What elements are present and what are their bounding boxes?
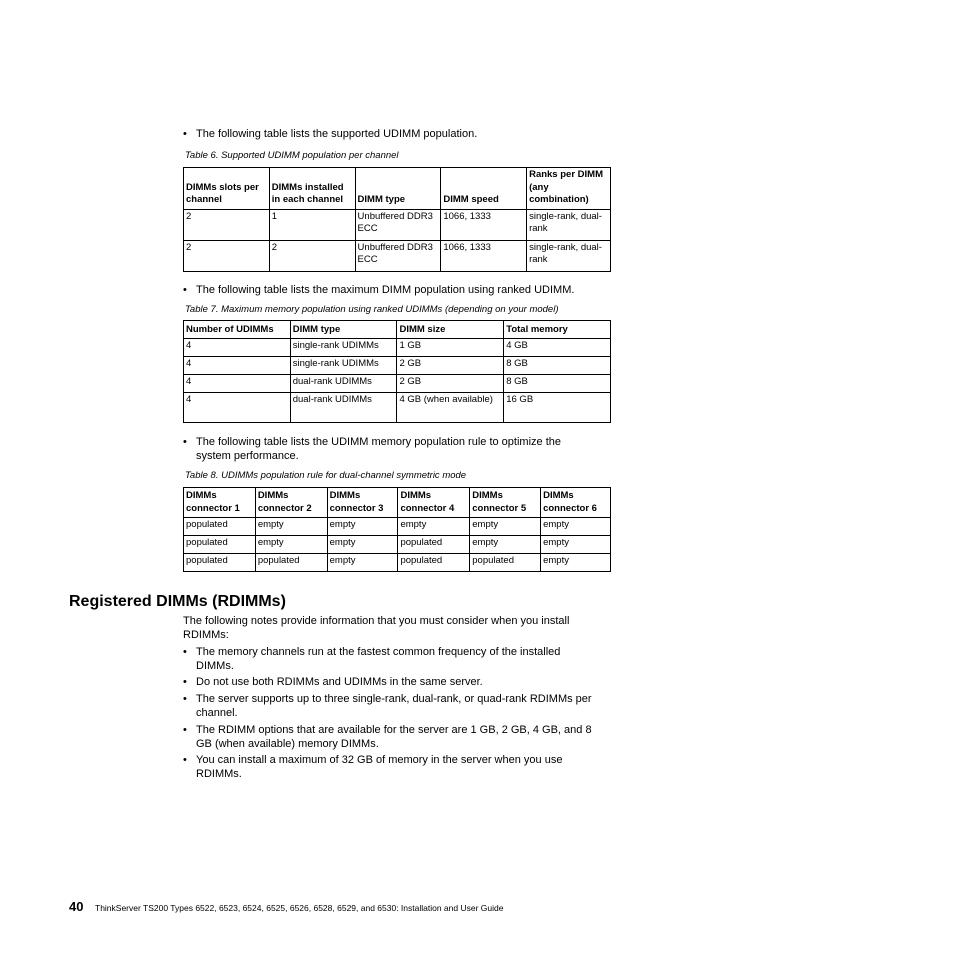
table-cell: single-rank, dual-rank [527, 240, 611, 271]
note-text: You can install a maximum of 32 GB of memory in the server when you use RDIMMs. [196, 754, 563, 780]
section-heading: Registered DIMMs (RDIMMs) [69, 593, 286, 610]
table-cell: 8 GB [504, 357, 611, 375]
table-cell: single-rank UDIMMs [290, 339, 397, 357]
table8 [183, 487, 611, 572]
bullet-text: The following table lists the maximum DIMM population using ranked UDIMM. [196, 284, 575, 296]
table7-caption: Table 7. Maximum memory population using ranked UDIMMs (depending on your model) [185, 304, 559, 315]
table6-header-cell: DIMMs installed in each channel [269, 168, 355, 210]
table-cell: 1 GB [397, 339, 504, 357]
table6-header-cell: Ranks per DIMM (any combination) [527, 168, 611, 210]
table7 [183, 320, 611, 423]
table-cell: empty [327, 554, 398, 572]
table-cell: populated [184, 554, 256, 572]
table-row [184, 375, 611, 393]
bullet-mark: • [183, 436, 187, 448]
table-cell: 4 GB (when available) [397, 393, 504, 423]
table8-header-cell: DIMMs connector 5 [470, 488, 541, 518]
table-cell: empty [541, 536, 611, 554]
table-cell: empty [255, 536, 327, 554]
table-cell: 2 GB [397, 375, 504, 393]
bullet-mark: • [183, 754, 187, 766]
table-cell: empty [255, 518, 327, 536]
table-cell: dual-rank UDIMMs [290, 375, 397, 393]
table-row [184, 209, 611, 240]
table-row [184, 393, 611, 423]
table-cell: populated [184, 536, 256, 554]
table-cell: populated [398, 554, 470, 572]
table-cell: 16 GB [504, 393, 611, 423]
table-row [184, 536, 611, 554]
table-cell: single-rank, dual-rank [527, 209, 611, 240]
bullet-mark: • [183, 676, 187, 688]
table8-header-cell: DIMMs connector 3 [327, 488, 398, 518]
note-text: The server supports up to three single-rank, dual-rank, or quad-rank RDIMMs per channel. [196, 693, 592, 719]
table6-header-cell: DIMM speed [441, 168, 527, 210]
table-row [184, 240, 611, 271]
table-cell: 2 [184, 240, 270, 271]
bullet-mark: • [183, 724, 187, 736]
table-cell: 4 [184, 357, 291, 375]
table-cell: empty [470, 518, 541, 536]
table-cell: empty [541, 554, 611, 572]
table8-header-cell: DIMMs connector 1 [184, 488, 256, 518]
table7-header-row [184, 321, 611, 339]
page-number: 40 [69, 899, 84, 914]
table-cell: Unbuffered DDR3 ECC [355, 209, 441, 240]
table7-header-cell: DIMM type [290, 321, 397, 339]
table-cell: 4 [184, 393, 291, 423]
footer-title: ThinkServer TS200 Types 6522, 6523, 6524, 6525, 6526, 6528, 6529, and 6530: Installation and User Guide [95, 903, 504, 913]
table-cell: single-rank UDIMMs [290, 357, 397, 375]
table-cell: empty [327, 518, 398, 536]
table-row [184, 357, 611, 375]
table-cell: 4 [184, 375, 291, 393]
table-cell: empty [470, 536, 541, 554]
bullet-mark: • [183, 693, 187, 705]
table-cell: populated [184, 518, 256, 536]
table6-header-row [184, 168, 611, 210]
table-row [184, 339, 611, 357]
table-row [184, 554, 611, 572]
table6 [183, 167, 611, 272]
bullet-mark: • [183, 646, 187, 658]
note-text: The RDIMM options that are available for the server are 1 GB, 2 GB, 4 GB, and 8 GB (when available) memory DIMMs. [196, 724, 592, 750]
table-cell: 4 [184, 339, 291, 357]
bullet-text: The following table lists the UDIMM memory population rule to optimize the system performance. [196, 436, 561, 462]
bullet-mark: • [183, 284, 187, 296]
table6-caption: Table 6. Supported UDIMM population per channel [185, 150, 399, 161]
table6-header-cell: DIMM type [355, 168, 441, 210]
table-cell: 2 [184, 209, 270, 240]
table6-header-cell: DIMMs slots per channel [184, 168, 270, 210]
table-row [184, 518, 611, 536]
table-cell: populated [398, 536, 470, 554]
table-cell: dual-rank UDIMMs [290, 393, 397, 423]
table-cell: populated [255, 554, 327, 572]
note-text: The memory channels run at the fastest common frequency of the installed DIMMs. [196, 646, 561, 672]
section-intro: The following notes provide information that you must consider when you install RDIMMs: [183, 615, 570, 641]
table-cell: empty [398, 518, 470, 536]
table-cell: 2 [269, 240, 355, 271]
table8-caption: Table 8. UDIMMs population rule for dual-channel symmetric mode [185, 470, 467, 481]
table7-header-cell: Total memory [504, 321, 611, 339]
note-text: Do not use both RDIMMs and UDIMMs in the same server. [196, 676, 483, 688]
table8-header-cell: DIMMs connector 2 [255, 488, 327, 518]
table-cell: 4 GB [504, 339, 611, 357]
table7-header-cell: DIMM size [397, 321, 504, 339]
table7-header-cell: Number of UDIMMs [184, 321, 291, 339]
table-cell: Unbuffered DDR3 ECC [355, 240, 441, 271]
table-cell: 2 GB [397, 357, 504, 375]
table-cell: 1066, 1333 [441, 209, 527, 240]
table8-header-row [184, 488, 611, 518]
bullet-text: The following table lists the supported UDIMM population. [196, 128, 478, 140]
table-cell: populated [470, 554, 541, 572]
table-cell: 8 GB [504, 375, 611, 393]
table8-header-cell: DIMMs connector 4 [398, 488, 470, 518]
table-cell: 1 [269, 209, 355, 240]
bullet-mark: • [183, 128, 187, 140]
table-cell: empty [541, 518, 611, 536]
table8-header-cell: DIMMs connector 6 [541, 488, 611, 518]
table-cell: empty [327, 536, 398, 554]
table-cell: 1066, 1333 [441, 240, 527, 271]
